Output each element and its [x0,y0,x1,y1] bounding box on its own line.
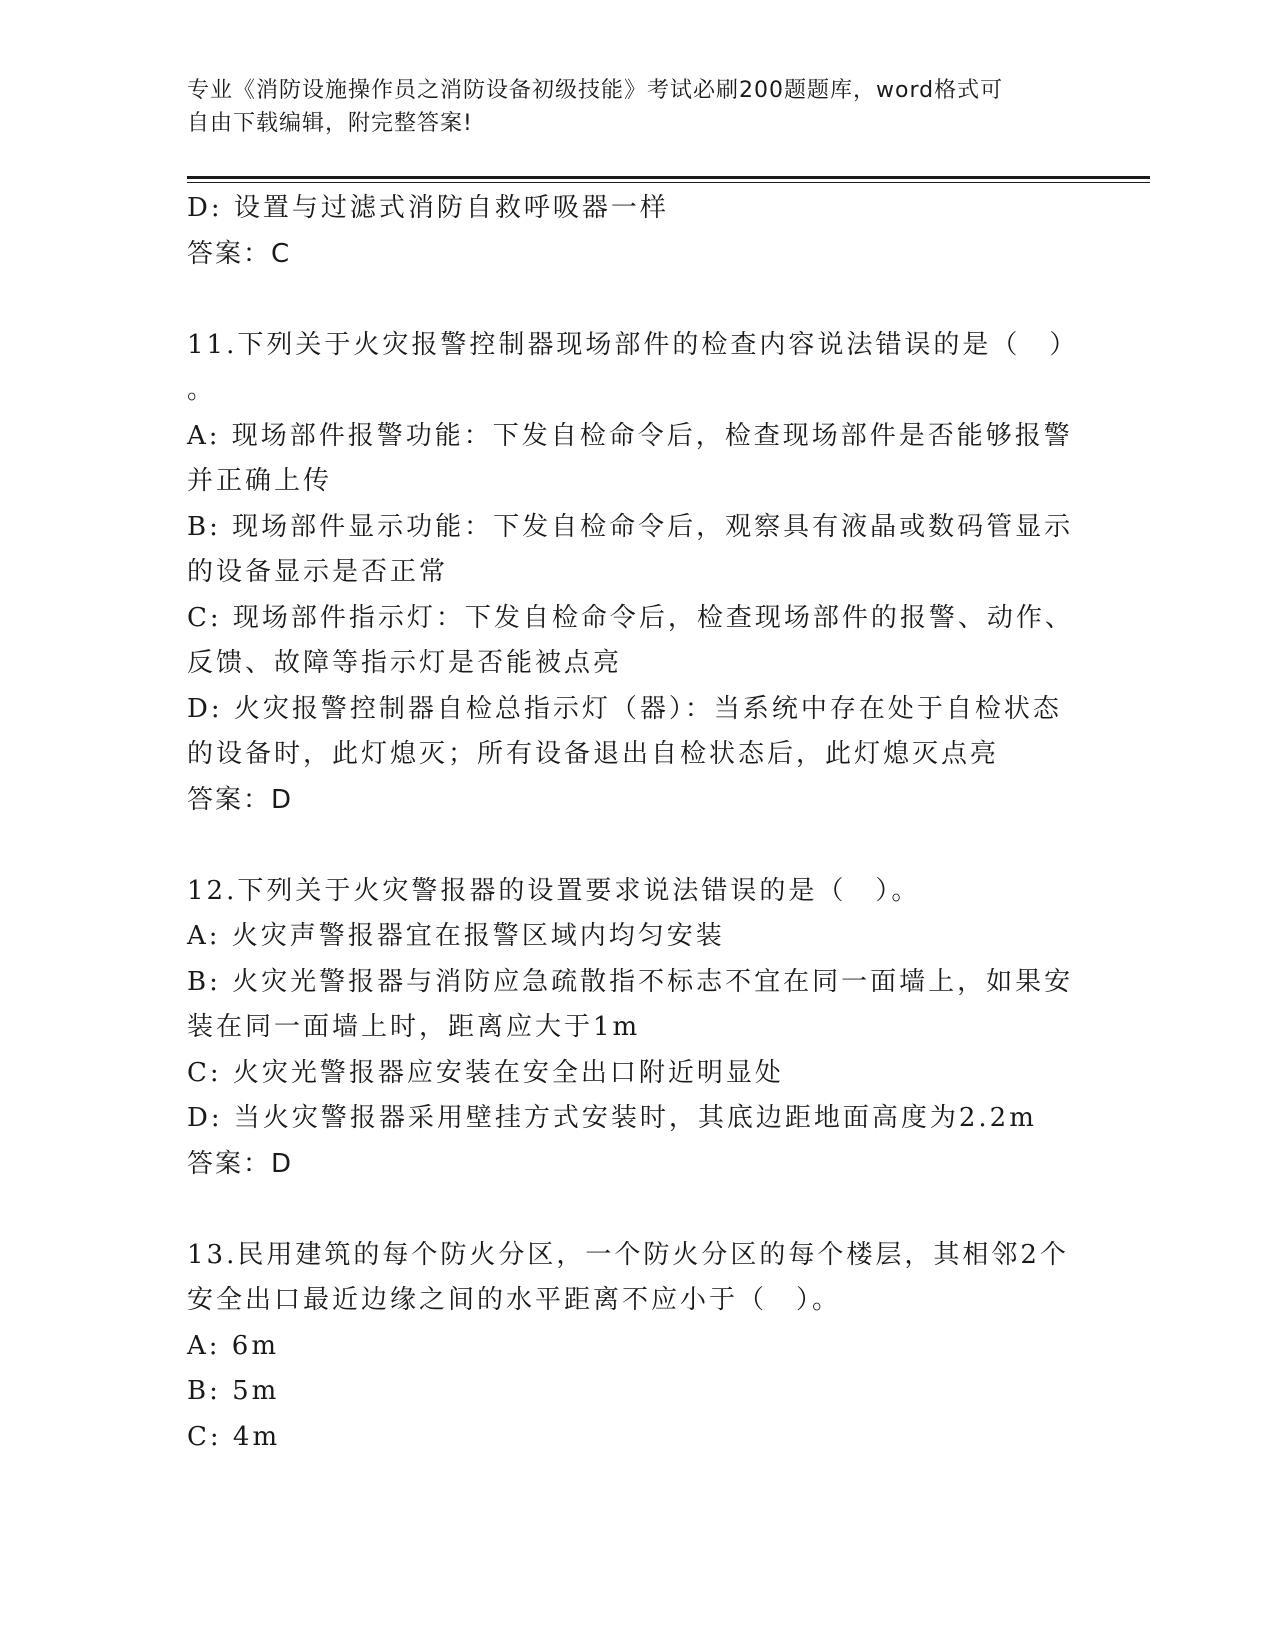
option-a: A: 现场部件报警功能：下发自检命令后，检查现场部件是否能够报警 [187,420,1073,451]
question-10-tail [187,186,1087,277]
option-b-continued: 装在同一面墙上时，距离应大于1m [187,1012,641,1042]
option-c-continued: 反馈、故障等指示灯是否能被点亮 [187,648,623,678]
header-divider-thin [187,182,1150,183]
spacer [187,823,1087,869]
question-stem: 12.下列关于火灾警报器的设置要求说法错误的是（ ）。 [187,875,921,906]
header-title-line-2: 自由下载编辑，附完整答案! [187,111,473,136]
option-a: A: 火灾声警报器宜在报警区域内均匀安装 [187,921,725,951]
option-b-continued: 的设备显示是否正常 [187,557,449,587]
option-a: A: 6m [187,1330,279,1361]
option-b: B: 火灾光警报器与消防应急疏散指不标志不宜在同一面墙上，如果安 [187,966,1074,997]
option-d: D: 设置与过滤式消防自救呼吸器一样 [187,193,669,223]
option-b: B: 5m [187,1376,280,1406]
option-b: B: 现场部件显示功能：下发自检命令后，观察具有液晶或数码管显示 [187,511,1074,542]
answer-line: 答案：D [187,1148,294,1179]
option-d: D: 火灾报警控制器自检总指示灯（器）：当系统中存在处于自检状态 [187,693,1062,724]
question-stem: 13.民用建筑的每个防火分区，一个防火分区的每个楼层，其相邻2个 [187,1239,1069,1270]
question-stem-continued: 。 [187,375,217,405]
option-a-continued: 并正确上传 [187,466,333,496]
header-divider-thick [187,176,1150,179]
question-stem: 11.下列关于火灾报警控制器现场部件的检查内容说法错误的是（ ） [187,329,1079,360]
option-c: C: 火灾光警报器应安装在安全出口附近明显处 [187,1057,784,1088]
answer-line: 答案：C [187,238,292,269]
question-11 [187,323,1087,824]
option-d-continued: 的设备时，此灯熄灭；所有设备退出自检状态后，此灯熄灭点亮 [187,739,1000,769]
question-12 [187,869,1087,1188]
spacer [187,1187,1087,1233]
header-title-line-1: 专业《消防设施操作员之消防设备初级技能》考试必刷200题题库，word格式可 [187,78,1004,103]
answer-line: 答案：D [187,784,294,815]
option-c: C: 现场部件指示灯：下发自检命令后，检查现场部件的报警、动作、 [187,602,1074,633]
option-c: C: 4m [187,1421,281,1452]
question-13 [187,1233,1087,1461]
question-list [187,186,1087,1460]
document-header [187,74,1087,140]
option-d: D: 当火灾警报器采用壁挂方式安装时，其底边距地面高度为2.2m [187,1103,1037,1133]
spacer [187,277,1087,323]
question-stem-continued: 安全出口最近边缘之间的水平距离不应小于（ ）。 [187,1285,842,1315]
